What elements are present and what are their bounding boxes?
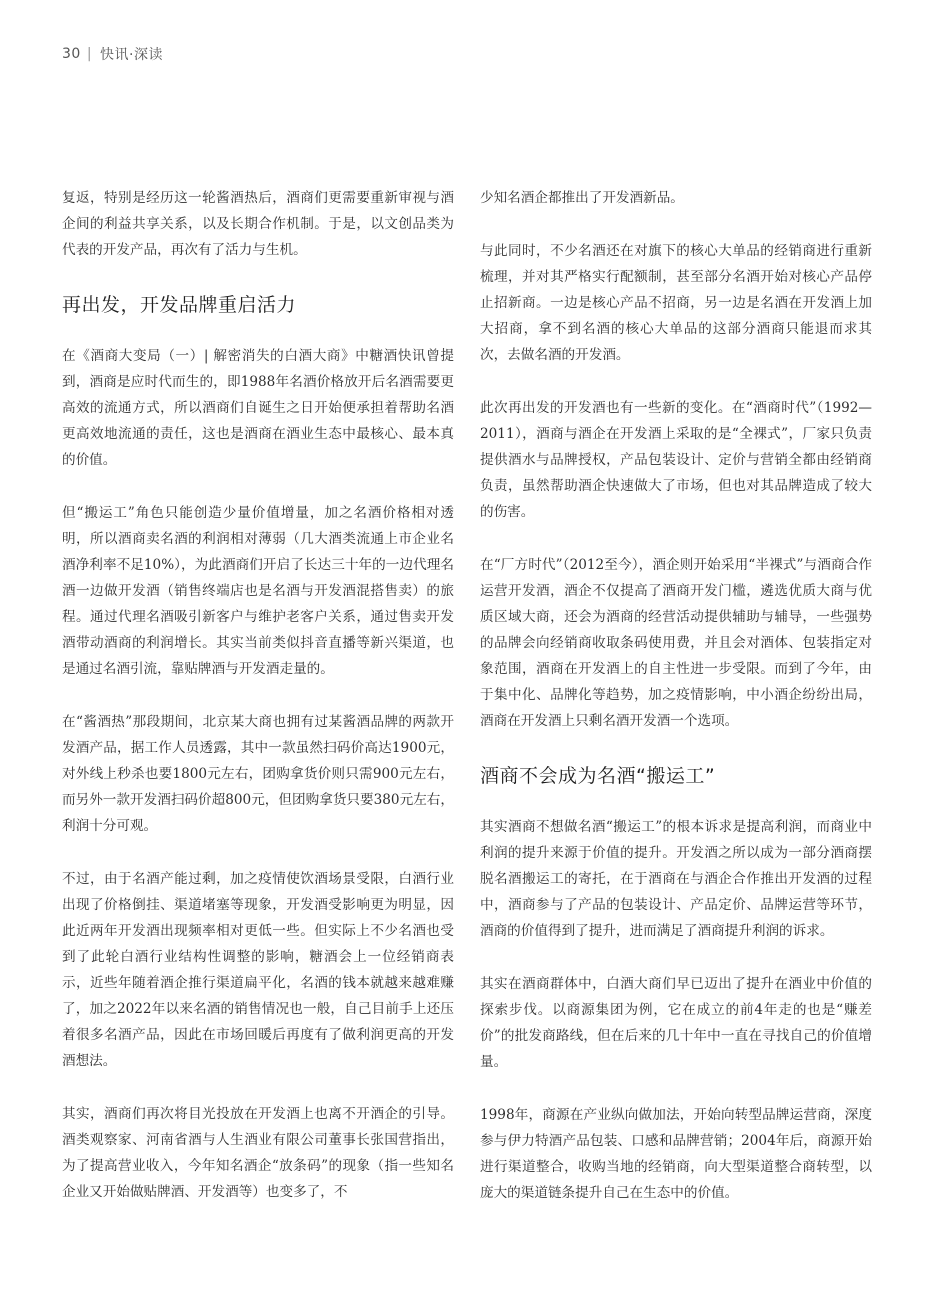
- paragraph: 复返，特别是经历这一轮酱酒热后，酒商们更需要重新审视与酒企间的利益共享关系，以及长期合作机制。于是，以文创品类为代表的开发产品，再次有了活力与生机。: [62, 190, 454, 258]
- paragraph: 但“搬运工”角色只能创造少量价值增量，加之名酒价格相对透明，所以酒商卖名酒的利润相对薄弱（几大酒类流通上市企业名酒净利率不足10%），为此酒商们开启了长达三十年的一边代理名酒一边做开发酒（销售终端店也是名酒与开发酒混搭售卖）的旅程。通过代理名酒吸引新客户与维护老客户关系，通过售卖开发酒带动酒商的利润增长。其实当前类似抖音直播等新兴渠道，也是通过名酒引流，靠贴牌酒与开发酒走量的。: [62, 505, 454, 677]
- section-title: 快讯·深读: [100, 47, 163, 63]
- left-column: [62, 185, 454, 1232]
- header-separator: |: [86, 46, 93, 62]
- page-number: 30: [62, 46, 81, 62]
- paragraph: 在“酱酒热”那段期间，北京某大商也拥有过某酱酒品牌的两款开发酒产品，据工作人员透露，其中一款虽然扫码价高达1900元，对外线上秒杀也要1800元左右，团购拿货价则只需900元左右，而另外一款开发酒扫码价超800元，但团购拿货只要380元左右，利润十分可观。: [62, 714, 455, 834]
- paragraph: 与此同时，不少名酒还在对旗下的核心大单品的经销商进行重新梳理，并对其严格实行配额制，甚至部分名酒开始对核心产品停止招新商。一边是核心产品不招商，另一边是名酒在开发酒上加大招商，拿不到名酒的核心大单品的这部分酒商只能退而求其次，去做名酒的开发酒。: [480, 243, 872, 363]
- section-heading: 再出发，开发品牌重启活力: [62, 294, 297, 316]
- paragraph: 其实酒商不想做名酒“搬运工”的根本诉求是提高利润，而商业中利润的提升来源于价值的提升。开发酒之所以成为一部分酒商摆脱名酒搬运工的寄托，在于酒商在与酒企合作推出开发酒的过程中，酒商参与了产品的包装设计、产品定价、品牌运营等环节，酒商的价值得到了提升，进而满足了酒商提升利润的诉求。: [480, 819, 872, 939]
- right-column: [480, 185, 872, 1233]
- paragraph: 其实，酒商们再次将目光投放在开发酒上也离不开酒企的引导。酒类观察家、河南省酒与人生酒业有限公司董事长张国营指出，为了提高营业收入，今年知名酒企“放条码”的现象（指一些知名企业又开始做贴牌酒、开发酒等）也变多了，不: [62, 1106, 454, 1200]
- paragraph: 其实在酒商群体中，白酒大商们早已迈出了提升在酒业中价值的探索步伐。以商源集团为例，它在成立的前4年走的也是“赚差价”的批发商路线，但在后来的几十年中一直在寻找自己的价值增量。: [480, 976, 872, 1070]
- page-header: [62, 44, 163, 64]
- paragraph: 1998年，商源在产业纵向做加法，开始向转型品牌运营商，深度参与伊力特酒产品包装、口感和品牌营销；2004年后，商源开始进行渠道整合，收购当地的经销商，向大型渠道整合商转型，以庞大的渠道链条提升自己在生态中的价值。: [480, 1107, 872, 1201]
- paragraph: 此次再出发的开发酒也有一些新的变化。在“酒商时代”（1992—2011），酒商与酒企在开发酒上采取的是“全裸式”，厂家只负责提供酒水与品牌授权，产品包装设计、定价与营销全都由经销商负责，虽然帮助酒企快速做大了市场，但也对其品牌造成了较大的伤害。: [480, 400, 872, 520]
- paragraph: 在“厂方时代”（2012至今），酒企则开始采用“半裸式”与酒商合作运营开发酒，酒企不仅提高了酒商开发门槛，遴选优质大商与优质区域大商，还会为酒商的经营活动提供辅助与辅导，一些强势的品牌会向经销商收取条码使用费，并且会对酒体、包装指定对象范围，酒商在开发酒上的自主性进一步受限。而到了今年，由于集中化、品牌化等趋势，加之疫情影响，中小酒企纷纷出局，酒商在开发酒上只剩名酒开发酒一个选项。: [480, 557, 872, 729]
- paragraph: 在《酒商大变局（一）| 解密消失的白酒大商》中糖酒快讯曾提到，酒商是应时代而生的，即1988年名酒价格放开后名酒需要更高效的流通方式，所以酒商们自诞生之日开始便承担着帮助名酒更高效地流通的责任，这也是酒商在酒业生态中最核心、最本真的价值。: [62, 348, 454, 468]
- paragraph: 少知名酒企都推出了开发酒新品。: [480, 190, 684, 206]
- paragraph: 不过，由于名酒产能过剩，加之疫情使饮酒场景受限，白酒行业出现了价格倒挂、渠道堵塞等现象，开发酒受影响更为明显，因此近两年开发酒出现频率相对更低一些。但实际上不少名酒也受到了此轮白酒行业结构性调整的影响，糖酒会上一位经销商表示，近些年随着酒企推行渠道扁平化，名酒的钱本就越来越难赚了，加之2022年以来名酒的销售情况也一般，自己目前手上还压着很多名酒产品，因此在市场回暖后再度有了做利润更高的开发酒想法。: [62, 871, 454, 1069]
- section-heading: 酒商不会成为名酒“搬运工”: [480, 765, 716, 787]
